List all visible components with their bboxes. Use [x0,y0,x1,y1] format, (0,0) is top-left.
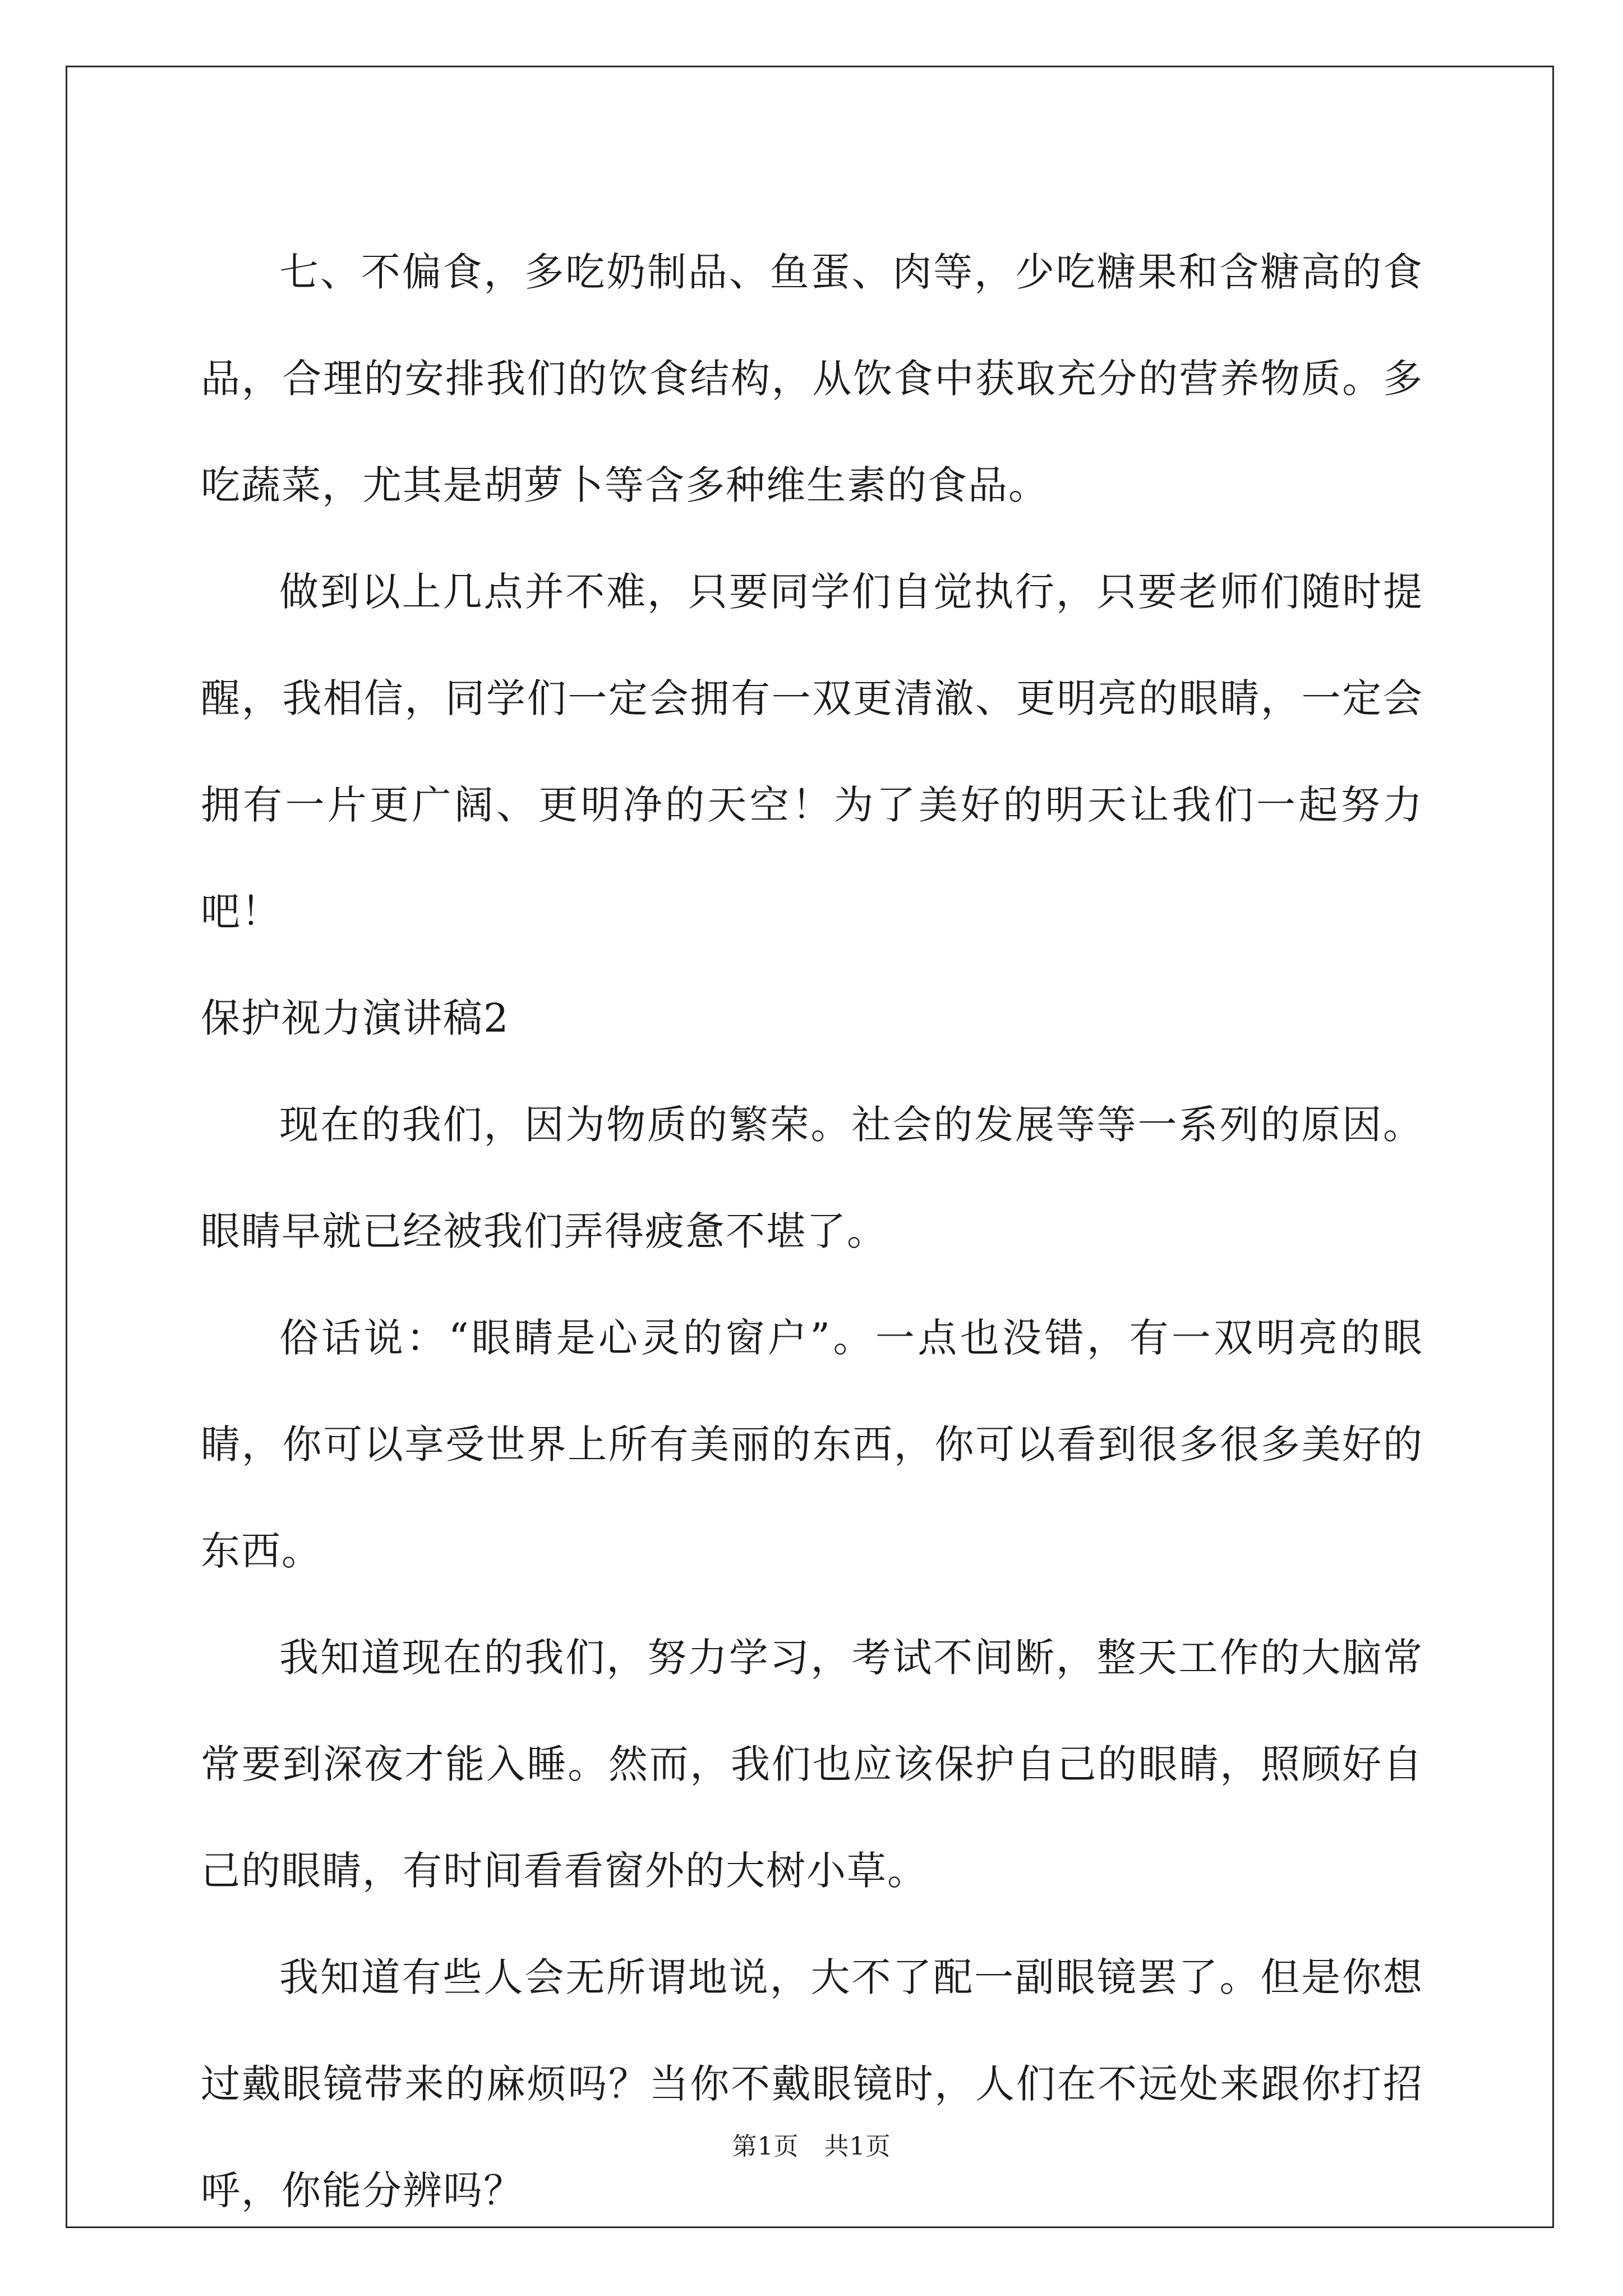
paragraph-4: 俗话说：“眼睛是心灵的窗户”。一点也没错，有一双明亮的眼睛，你可以享受世界上所有美丽的东西，你可以看到很多很多美好的东西。 [201,1315,1423,1574]
paragraph-5: 我知道现在的我们，努力学习，考试不间断，整天工作的大脑常常要到深夜才能入睡。然而，我们也应该保护自己的眼睛，照顾好自己的眼睛，有时间看看窗外的大树小草。 [201,1635,1423,1894]
paragraph-3: 现在的我们，因为物质的繁荣。社会的发展等等一系列的原因。眼睛早就已经被我们弄得疲惫不堪了。 [201,1102,1423,1254]
paragraph-2: 做到以上几点并不难，只要同学们自觉执行，只要老师们随时提醒，我相信，同学们一定会拥有一双更清澈、更明亮的眼睛，一定会拥有一片更广阔、更明净的天空！为了美好的明天让我们一起努力吧！ [201,569,1423,935]
section-heading: 保护视力演讲稿2 [201,995,510,1041]
page-footer: 第1页 共1页 [732,2132,891,2161]
paragraph-1: 七、不偏食，多吃奶制品、鱼蛋、肉等，少吃糖果和含糖高的食品，合理的安排我们的饮食结构，从饮食中获取充分的营养物质。多吃蔬菜，尤其是胡萝卜等含多种维生素的食品。 [201,249,1423,508]
document-body [201,219,1423,2244]
paragraph-6: 我知道有些人会无所谓地说，大不了配一副眼镜罢了。但是你想过戴眼镜带来的麻烦吗？当你不戴眼镜时，人们在不远处来跟你打招呼，你能分辨吗？ [201,1954,1423,2214]
